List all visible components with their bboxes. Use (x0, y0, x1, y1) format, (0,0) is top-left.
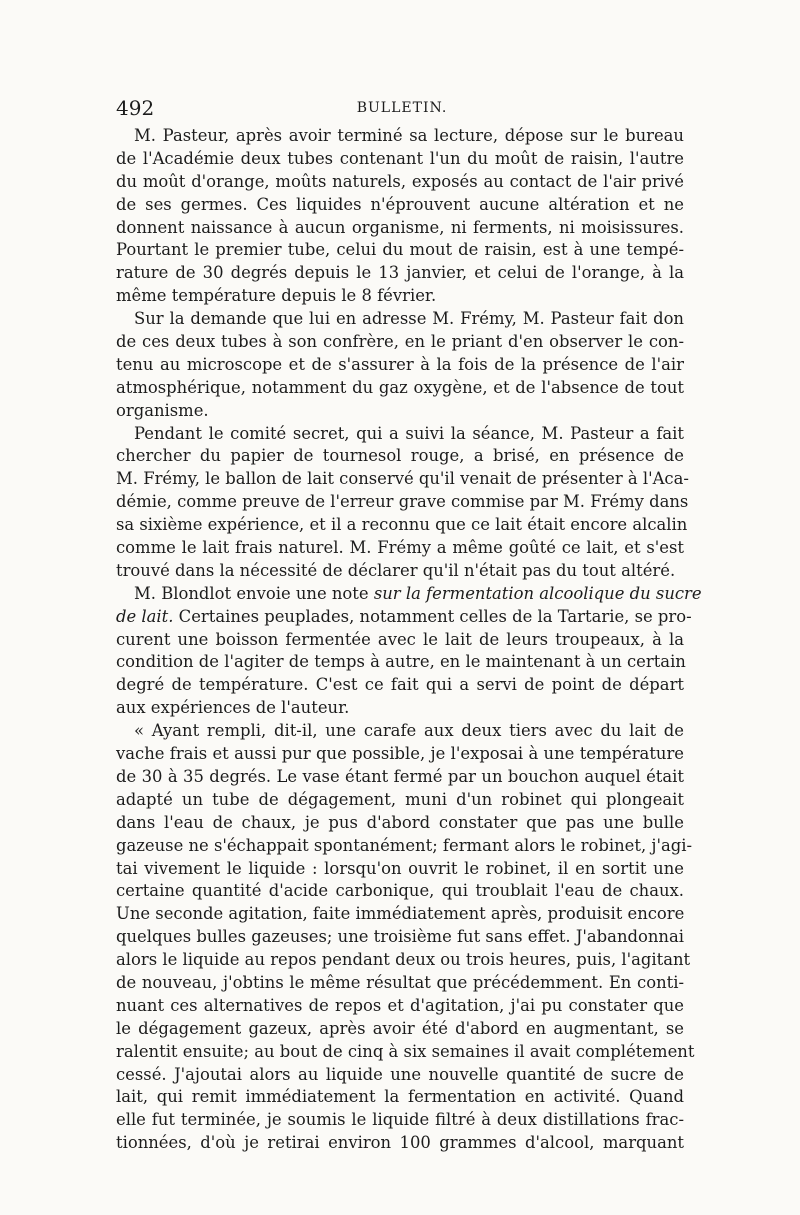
page-number: 492 (116, 96, 155, 120)
text-line: de ses germes. Ces liquides n'éprouvent aucune altération et ne (116, 194, 684, 214)
text-line: donnent naissance à aucun organisme, ni ferments, ni moisissures. (116, 217, 684, 237)
text-line: de 30 à 35 degrés. Le vase étant fermé par un bouchon auquel était (116, 766, 684, 786)
text-line: certaine quantité d'acide carbonique, qui troublait l'eau de chaux. (116, 881, 684, 901)
text-line: Pendant le comité secret, qui a suivi la séance, M. Pasteur a fait (134, 423, 684, 443)
text-line: sa sixième expérience, et il a reconnu que ce lait était encore alcalin (116, 515, 688, 535)
italic-title-end: de lait. (116, 606, 174, 626)
text-line: nuant ces alternatives de repos et d'agitation, j'ai pu constater que (116, 995, 684, 1015)
text-line: Pourtant le premier tube, celui du mout de raisin, est à une tempé- (116, 240, 684, 260)
text-line: de nouveau, j'obtins le même résultat que précédemment. En conti- (116, 972, 684, 992)
text-line: Une seconde agitation, faite immédiatement après, produisit encore (116, 904, 685, 924)
text-line: chercher du papier de tournesol rouge, a brisé, en présence de (116, 446, 684, 466)
text-line: démie, comme preuve de l'erreur grave commise par M. Frémy dans (116, 492, 689, 512)
text-line: « Ayant rempli, dit-il, une carafe aux deux tiers avec du lait de (134, 721, 684, 741)
text-line: Sur la demande que lui en adresse M. Frémy, M. Pasteur fait don (134, 309, 684, 329)
text-line: degré de température. C'est ce fait qui a servi de point de départ (116, 675, 684, 695)
text-line: quelques bulles gazeuses; une troisième fut sans effet. J'abandonnai (116, 927, 684, 947)
italic-title: sur la fermentation alcoolique du sucre (373, 583, 702, 603)
text-line: adapté un tube de dégagement, muni d'un robinet qui plongeait (116, 789, 684, 809)
running-title: BULLETIN. (356, 100, 448, 116)
text-line: ralentit ensuite; au bout de cinq à six semaines il avait complétement (116, 1041, 695, 1061)
text-line: M. Pasteur, après avoir terminé sa lecture, dépose sur le bureau (134, 126, 684, 145)
text-line: de ces deux tubes à son confrère, en le priant d'en observer le con- (116, 332, 684, 352)
text-line: atmosphérique, notamment du gaz oxygène, et de l'absence de tout (116, 377, 684, 397)
text-line (116, 606, 692, 629)
text-line: M. Frémy, le ballon de lait conservé qu'il venait de présenter à l'Aca- (116, 469, 689, 489)
page-header (116, 96, 688, 120)
text-line: organisme. (116, 400, 209, 420)
text-line: condition de l'agiter de temps à autre, en le maintenant à un certain (116, 652, 686, 672)
text-line: curent une boisson fermentée avec le lait de leurs troupeaux, à la (116, 629, 684, 649)
body-text (116, 125, 702, 1155)
text-line: alors le liquide au repos pendant deux ou trois heures, puis, l'agitant (116, 950, 691, 970)
text-line (116, 583, 702, 606)
text-line: comme le lait frais naturel. M. Frémy a même goûté ce lait, et s'est (116, 538, 684, 558)
text-line: même température depuis le 8 février. (116, 286, 437, 306)
text-line: le dégagement gazeux, après avoir été d'abord en augmentant, se (116, 1018, 684, 1038)
text-line: vache frais et aussi pur que possible, je l'exposai à une température (116, 744, 684, 764)
text-line: tionnées, d'où je retirai environ 100 grammes d'alcool, marquant (116, 1133, 684, 1153)
text-segment: Certaines peuplades, notamment celles de la Tartarie, se pro- (173, 606, 692, 626)
text-line: tenu au microscope et de s'assurer à la fois de la présence de l'air (116, 354, 684, 374)
text-segment: M. Blondlot envoie une note (134, 583, 369, 603)
text-line: du moût d'orange, moûts naturels, exposés au contact de l'air privé (116, 171, 684, 191)
text-line: dans l'eau de chaux, je pus d'abord constater que pas une bulle (116, 812, 684, 832)
text-line: de l'Académie deux tubes contenant l'un du moût de raisin, l'autre (116, 148, 684, 168)
text-line: rature de 30 degrés depuis le 13 janvier, et celui de l'orange, à la (116, 263, 684, 283)
text-line: aux expériences de l'auteur. (116, 698, 350, 718)
text-line: tai vivement le liquide : lorsqu'on ouvrit le robinet, il en sortit une (116, 858, 684, 878)
text-line: trouvé dans la nécessité de déclarer qu'il n'était pas du tout altéré. (116, 560, 676, 580)
text-line: cessé. J'ajoutai alors au liquide une nouvelle quantité de sucre de (116, 1064, 684, 1084)
text-line: elle fut terminée, je soumis le liquide filtré à deux distillations frac- (116, 1110, 684, 1130)
text-line: lait, qui remit immédiatement la fermentation en activité. Quand (116, 1087, 684, 1107)
text-line: gazeuse ne s'échappait spontanément; fermant alors le robinet, j'agi- (116, 835, 693, 855)
